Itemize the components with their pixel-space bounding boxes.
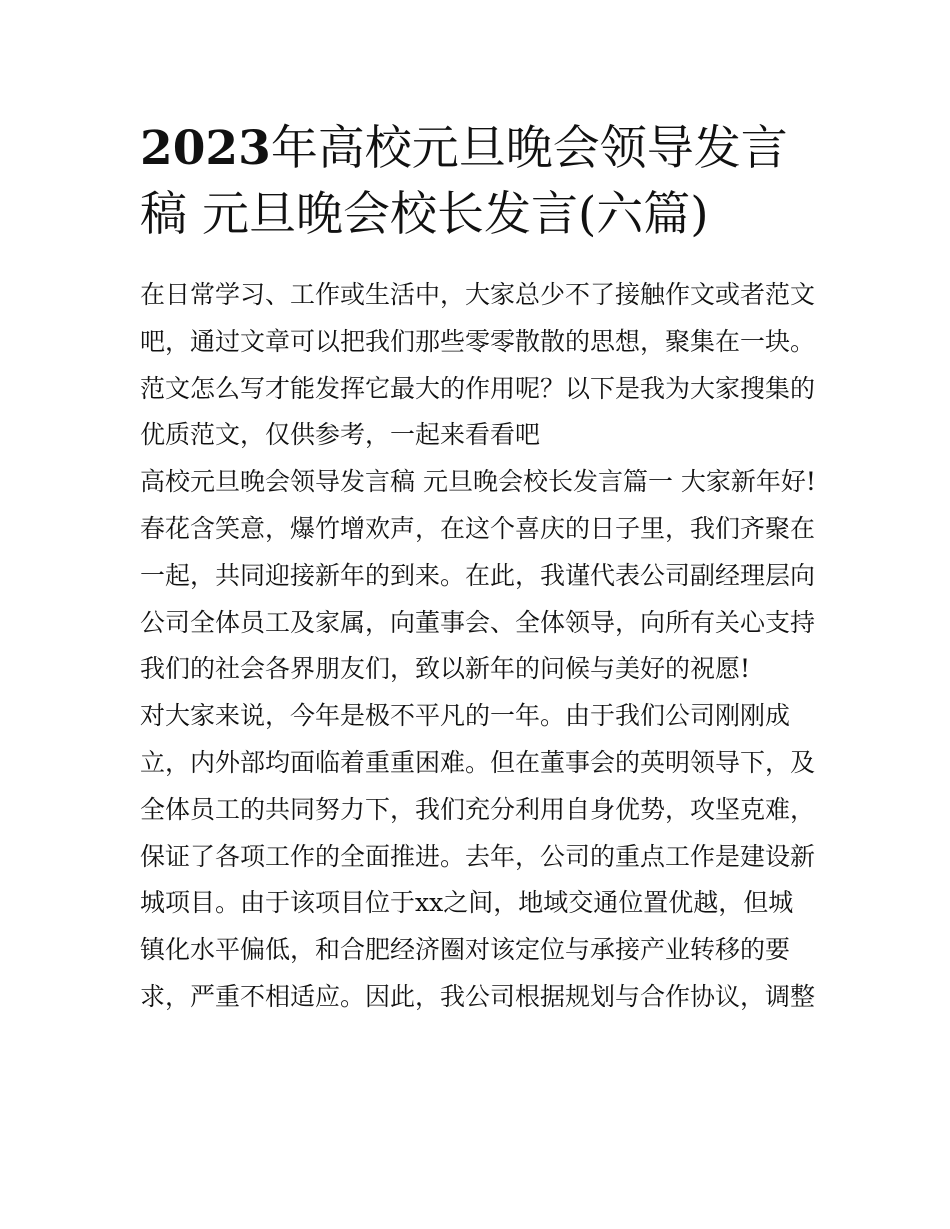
body-line: 我们的社会各界朋友们，致以新年的问候与美好的祝愿!	[140, 654, 751, 684]
title-line-1	[140, 116, 815, 182]
body-line: 范文怎么写才能发挥它最大的作用呢？以下是我为大家搜集的	[140, 373, 816, 403]
body-line: 镇化水平偏低，和合肥经济圈对该定位与承接产业转移的要	[140, 935, 791, 965]
title-line-1-text: 年高校元旦晚会领导发言	[270, 121, 788, 176]
body-line: 在日常学习、工作或生活中，大家总少不了接触作文或者范文	[140, 280, 816, 309]
body-line: 春花含笑意，爆竹增欢声，在这个喜庆的日子里，我们齐聚在	[140, 513, 816, 543]
body-line: 一起，共同迎接新年的到来。在此，我谨代表公司副经理层向	[140, 560, 816, 590]
title-year: 2023	[140, 121, 271, 176]
document-title	[140, 0, 815, 248]
title-line-2: 稿 元旦晚会校长发言(六篇)	[140, 187, 709, 242]
document-body	[140, 272, 815, 1021]
body-line: 公司全体员工及家属，向董事会、全体领导，向所有关心支持	[140, 607, 816, 637]
body-line: 求，严重不相适应。因此，我公司根据规划与合作协议，调整	[140, 981, 816, 1011]
body-line: 全体员工的共同努力下，我们充分利用自身优势，攻坚克难，	[140, 794, 816, 824]
body-line: 优质范文，仅供参考，一起来看看吧	[140, 420, 541, 450]
body-line: 城项目。由于该项目位于xx之间，地域交通位置优越，但城	[140, 888, 794, 918]
body-line: 保证了各项工作的全面推进。去年，公司的重点工作是建设新	[140, 841, 816, 871]
body-line: 高校元旦晚会领导发言稿 元旦晚会校长发言篇一 大家新年好!	[140, 467, 816, 497]
body-line: 对大家来说，今年是极不平凡的一年。由于我们公司刚刚成	[140, 701, 791, 731]
body-line: 吧，通过文章可以把我们那些零零散散的思想，聚集在一块。	[140, 326, 816, 356]
body-line: 立，内外部均面临着重重困难。但在董事会的英明领导下，及	[140, 747, 816, 777]
document-page	[140, 0, 815, 1021]
